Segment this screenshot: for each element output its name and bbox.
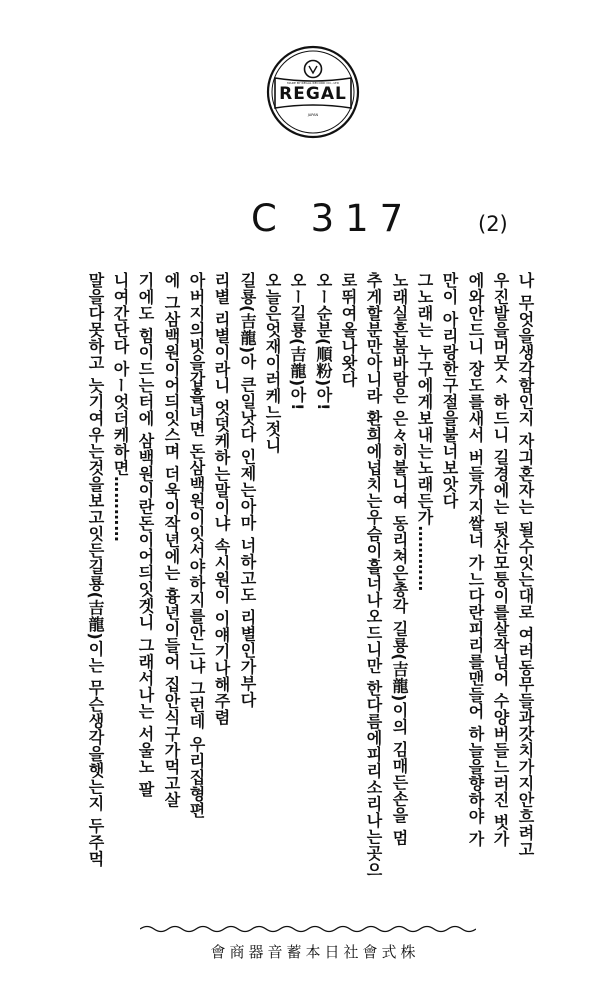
text-column: 니여간단다 아ー엇더케하면………… xyxy=(111,272,130,543)
text-column: 길룡(吉龍)아 큰일낫다 인제는아마 너하고도 리별인가부다 xyxy=(238,272,257,708)
regal-logo-graphic xyxy=(265,44,361,140)
logo-maker-text: MADE BY REGAL RECORD CO., LTD xyxy=(287,81,339,85)
text-column: 오ー순분(順粉)아! xyxy=(314,272,333,411)
logo-origin-text: JAPAN xyxy=(307,113,319,117)
text-column: 오늘은엇재이러케느젓니 xyxy=(263,272,282,454)
text-column: 말을다못하고 늣기여우는것을보고잇든길룡(吉龍)이는 무슨생각을햇는지 두주먹 xyxy=(86,272,105,867)
text-column: 나 무엇을생각함인지 자긔혼자는 될수잇는대로 여러동무들과갓치가지안흐려고 xyxy=(516,272,535,858)
text-column: 로뛰여올나왓다 xyxy=(339,272,358,388)
catalog-number: C 317 xyxy=(251,197,415,240)
publisher-name: 會商器音蓄本日社會式株 xyxy=(210,943,420,961)
text-column: 노래실흔봄바람은 은々히불니여 동리쳐은총각 길룡(吉龍)이의 김매든손을 멈 xyxy=(390,272,409,846)
text-column: 에 그삼백원이어듸잇스며 더욱이작년에는 흉년이들어 집안식구가먹고살 xyxy=(162,272,181,808)
text-column: 추게할분만아니라 환희에넙치는우슴이흘너나오드니만 한다름에피리소리나는곳으 xyxy=(364,272,383,879)
logo-brand-text: REGAL xyxy=(279,84,347,104)
text-column: 기에도 힘이드는터에 삼백원이란돈이어듸잇겟니 그래서나는 서울노 팔 xyxy=(136,272,155,798)
text-column: 우진발을머뭇ㅅ 하드니 길경에는 뒷산모퉁이를살작넘어 수양버들느러진 벗가 xyxy=(491,272,510,847)
text-column: 아버지의빗을갑흘녀면 돈삼백원이잇서야하지를안느냐 그런데 우리집형편 xyxy=(187,272,206,819)
regal-label-logo xyxy=(265,44,361,140)
footer-divider xyxy=(140,924,476,934)
text-column: 에와안드니 장도를새서 버들가지쌀너 가느다란피리를맨들어 하늘을향하야 가 xyxy=(466,272,485,847)
text-column: 리별 리별이라니 엇덧케하는말이냐 속시원이 이얘기나해주렴 xyxy=(212,272,231,726)
side-indicator: (2) xyxy=(478,212,508,236)
text-column: 오ー길룡(吉龍)아! xyxy=(288,272,307,411)
text-column: 만이 아리랑한구절을불너보앗다 xyxy=(440,272,459,510)
text-column: 그노래는 누구에게보내는노래든가………… xyxy=(415,272,434,592)
